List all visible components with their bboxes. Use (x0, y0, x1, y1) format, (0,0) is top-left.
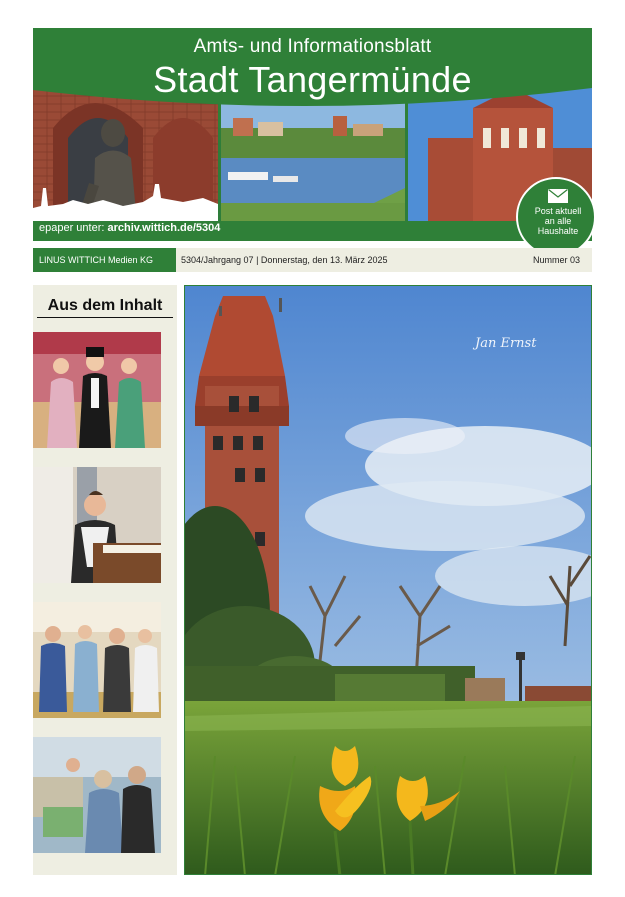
tower-photo (185, 286, 592, 875)
post-badge-line-1: Post aktuell (534, 206, 582, 216)
thumbnail-group[interactable] (33, 602, 161, 718)
thumbnail-theatre[interactable] (33, 332, 161, 448)
post-badge-line-3: Haushalte (537, 226, 579, 236)
post-badge-text (518, 206, 598, 236)
masthead-subtitle: Amts- und Informationsblatt (193, 36, 432, 57)
epaper-link[interactable] (39, 222, 220, 234)
thumbnail-market[interactable] (33, 737, 161, 853)
cover-photo (184, 285, 592, 875)
post-badge (516, 177, 596, 257)
info-bar (33, 248, 592, 272)
contents-heading: Aus dem Inhalt (37, 297, 173, 318)
envelope-icon (548, 189, 568, 203)
issue-label: 5304/Jahrgang 07 | Donnerstag, den 13. März 2025 (181, 255, 388, 265)
epaper-prefix: epaper unter: (39, 222, 105, 234)
publisher-label: LINUS WITTICH Medien KG (33, 248, 176, 272)
masthead-title: Stadt Tangermünde (153, 59, 472, 100)
epaper-url: archiv.wittich.de/5304 (107, 222, 221, 234)
contents-sidebar (33, 285, 177, 875)
photographer-signature: Jan Ernst (475, 336, 537, 351)
post-badge-line-2: an alle (544, 216, 572, 226)
issue-number: Nummer 03 (532, 255, 580, 265)
thumbnail-organist[interactable] (33, 467, 161, 583)
masthead (33, 28, 592, 241)
